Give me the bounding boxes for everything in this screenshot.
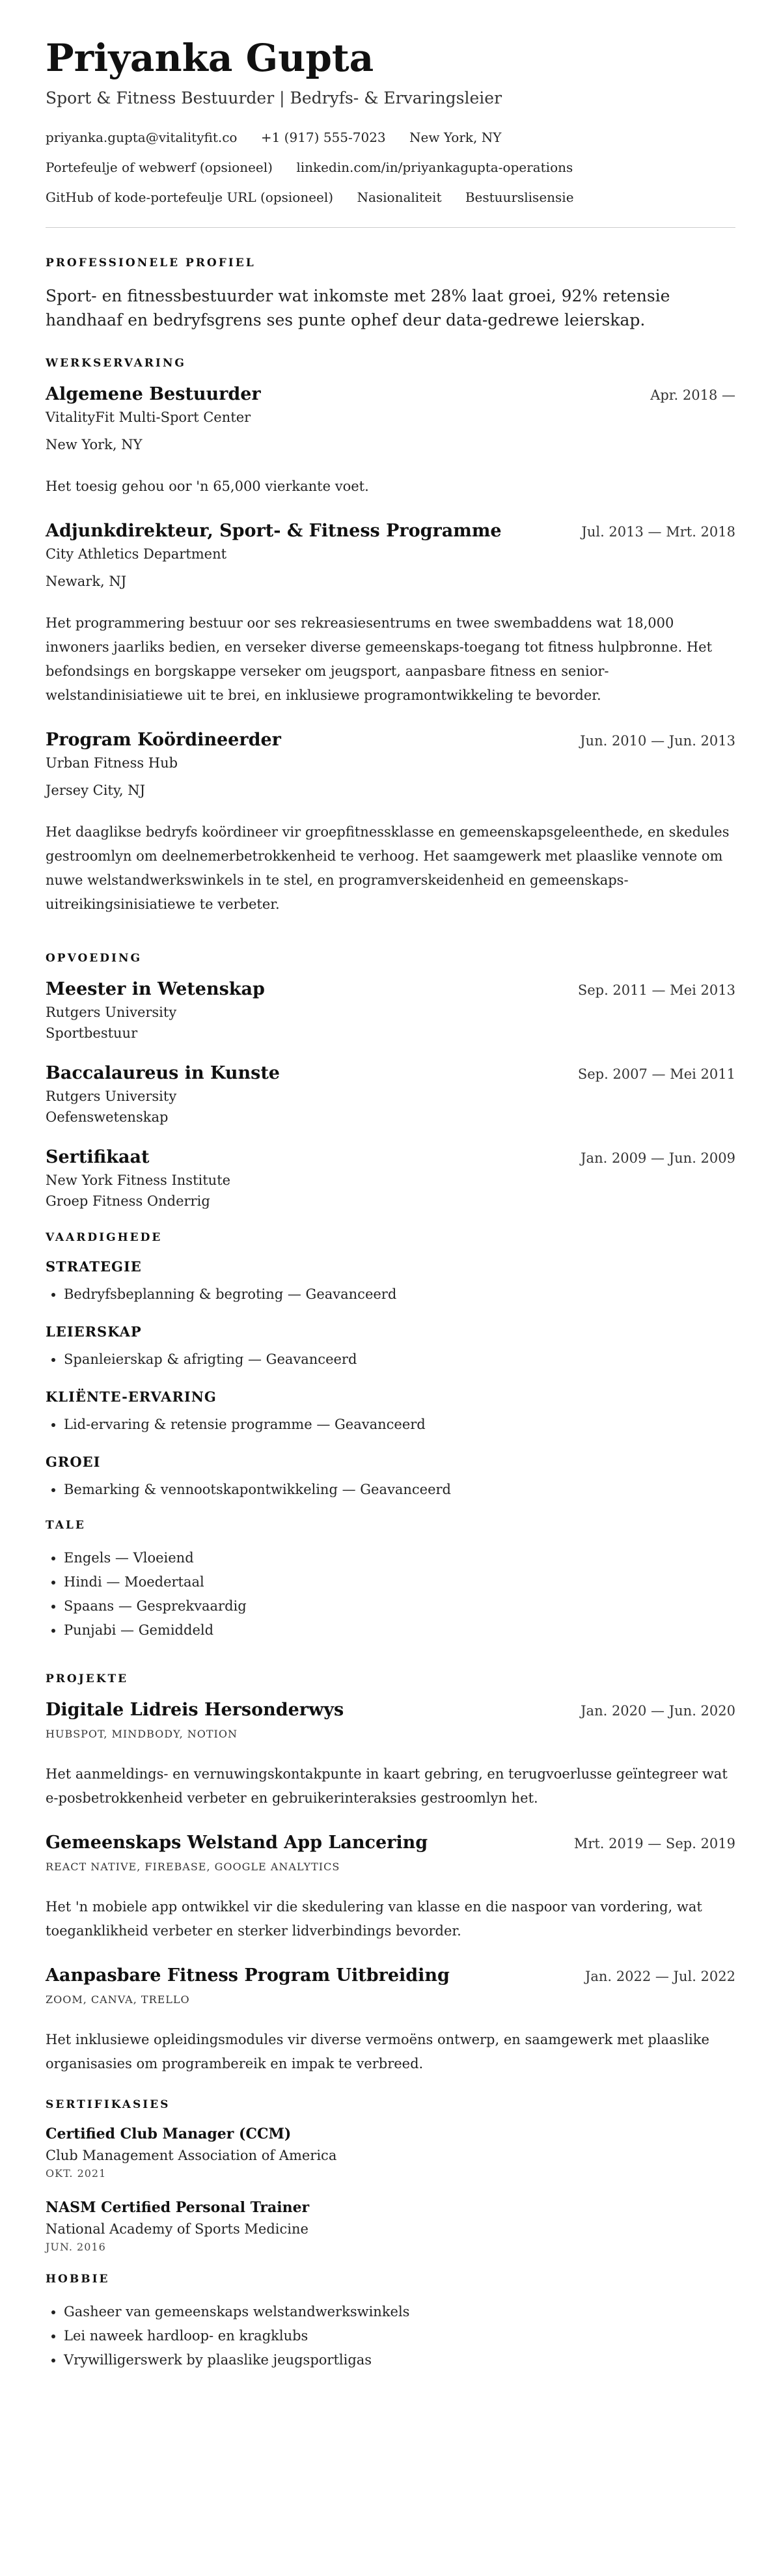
school-name: New York Fitness Institute [46, 1172, 231, 1188]
degree-title: Baccalaureus in Kunste [46, 1062, 280, 1083]
drivers-license-text: Bestuurslisensie [465, 189, 574, 205]
language-item: • Engels — Vloeiend [64, 1546, 735, 1570]
certification-issuer: Club Management Association of America [46, 2147, 337, 2163]
employer-name: VitalityFit Multi-Sport Center [46, 409, 251, 425]
field-of-study: Oefenswetenskap [46, 1109, 169, 1125]
language-item: • Punjabi — Gemiddeld [64, 1618, 735, 1642]
certification-name: NASM Certified Personal Trainer [46, 2198, 310, 2216]
experience-entry [46, 384, 735, 499]
skill-category: GROEI [46, 1453, 101, 1470]
certification-issuer: National Academy of Sports Medicine [46, 2221, 308, 2237]
skill-category: KLIËNTE-ERVARING [46, 1388, 217, 1405]
language-item: • Spaans — Gesprekvaardig [64, 1594, 735, 1618]
project-description: Het aanmeldings- en vernuwingskontakpunte in kaart gebring, en terugvoerlusse geïntegreer wat e-posbetrokkenheid verbeter en gebruikerinteraksies gestroomlyn het. [46, 1766, 728, 1806]
section-title-languages: TALE [46, 1518, 86, 1532]
project-description: Het 'n mobiele app ontwikkel vir die skedulering van klasse en die naspoor van vordering, wat toeganklikheid verbeter en sterker lidverbindings bevorder. [46, 1898, 702, 1939]
hobby-item: • Gasheer van gemeenskaps welstandwerkswinkels [64, 2300, 735, 2324]
project-tech: ZOOM, CANVA, TRELLO [46, 1993, 190, 2006]
section-title-experience: WERKSERVARING [46, 356, 186, 370]
job-title: Algemene Bestuurder [46, 383, 261, 404]
section-title-projects: PROJEKTE [46, 1672, 129, 1685]
school-name: Rutgers University [46, 1004, 177, 1020]
portfolio-link[interactable]: Portefeulje of webwerf (opsioneel) [46, 159, 273, 175]
education-entry [46, 1063, 735, 1125]
section-title-profile: PROFESSIONELE PROFIEL [46, 256, 256, 270]
skill-list [46, 1478, 735, 1502]
skill-item: • Spanleierskap & afrigting — Geavanceerd [64, 1348, 735, 1372]
contact-row [46, 189, 735, 205]
project-description: Het inklusiewe opleidingsmodules vir diverse vermoëns ontwerp, en saamgewerk met plaaslike organisasies om programbereik en impak te verbreed. [46, 2031, 709, 2071]
section-title-education: OPVOEDING [46, 951, 143, 965]
project-tech: REACT NATIVE, FIREBASE, GOOGLE ANALYTICS [46, 1860, 340, 1873]
job-description: Het programmering bestuur oor ses rekreasiesentrums en twee swembaddens wat 18,000 inwoners jaarliks bedien, en verseker diverse gemeenskaps-toegang tot fitness hulpbronne. Het befondsings en borgskappe verseker om jeugsport, aanpasbare fitness en senior-welstandinisiatiewe uit te brei, en inklusiewe programontwikkeling te bevorder. [46, 615, 713, 703]
location-text: New York, NY [409, 129, 502, 145]
job-location: New York, NY [46, 436, 143, 452]
skill-list [46, 1413, 735, 1437]
skill-item: • Lid-ervaring & retensie programme — Geavanceerd [64, 1413, 735, 1437]
education-entry [46, 1147, 735, 1209]
skill-category: LEIERSKAP [46, 1323, 142, 1340]
job-description: Het toesig gehou oor 'n 65,000 vierkante voet. [46, 478, 369, 494]
skill-category: STRATEGIE [46, 1258, 142, 1275]
profile-summary: Sport- en fitnessbestuurder wat inkomste met 28% laat groei, 92% retensie handhaaf en bedryfsgrens ses punte ophef deur data-gedrewe leierskap. [46, 286, 670, 329]
candidate-headline: Sport & Fitness Bestuurder | Bedryfs- & Ervaringsleier [46, 88, 502, 107]
email-link[interactable]: priyanka.gupta@vitalityfit.co [46, 129, 238, 145]
education-date: Sep. 2007 — Mei 2011 [577, 1066, 735, 1082]
project-date: Jan. 2022 — Jul. 2022 [584, 1968, 735, 1984]
experience-entry [46, 730, 735, 917]
section-title-skills: VAARDIGHEDE [46, 1230, 163, 1244]
project-entry [46, 1700, 735, 1810]
project-entry [46, 1965, 735, 2076]
field-of-study: Groep Fitness Onderrig [46, 1193, 210, 1209]
contact-row [46, 130, 735, 145]
certification-entry [46, 2126, 735, 2180]
job-title: Program Koördineerder [46, 729, 281, 750]
degree-title: Meester in Wetenskap [46, 978, 265, 999]
job-date: Apr. 2018 — [650, 387, 735, 403]
language-list [46, 1546, 735, 1642]
certification-date: JUN. 2016 [46, 2240, 106, 2253]
job-date: Jul. 2013 — Mrt. 2018 [581, 523, 735, 540]
project-tech: HUBSPOT, MINDBODY, NOTION [46, 1727, 238, 1740]
degree-title: Sertifikaat [46, 1146, 150, 1167]
experience-entry [46, 521, 735, 708]
education-entry [46, 979, 735, 1041]
hobby-item: • Lei naweek hardloop- en kragklubs [64, 2324, 735, 2348]
field-of-study: Sportbestuur [46, 1025, 138, 1041]
section-title-certifications: SERTIFIKASIES [46, 2098, 171, 2111]
project-date: Jan. 2020 — Jun. 2020 [581, 1702, 735, 1719]
project-date: Mrt. 2019 — Sep. 2019 [573, 1835, 735, 1851]
job-title: Adjunkdirekteur, Sport- & Fitness Programme [46, 520, 502, 541]
skill-item: • Bemarking & vennootskapontwikkeling — Geavanceerd [64, 1478, 735, 1502]
skill-item: • Bedryfsbeplanning & begroting — Geavanceerd [64, 1282, 735, 1307]
contact-row [46, 159, 735, 175]
job-date: Jun. 2010 — Jun. 2013 [580, 732, 735, 749]
employer-name: City Athletics Department [46, 546, 227, 562]
project-entry [46, 1833, 735, 1943]
project-name: Aanpasbare Fitness Program Uitbreiding [46, 1965, 450, 1986]
skill-list [46, 1348, 735, 1372]
hobby-list [46, 2300, 735, 2372]
education-date: Sep. 2011 — Mei 2013 [577, 982, 735, 998]
certification-name: Certified Club Manager (CCM) [46, 2125, 292, 2142]
linkedin-link[interactable]: linkedin.com/in/priyankagupta-operations [296, 159, 573, 175]
skill-list [46, 1282, 735, 1307]
job-description: Het daaglikse bedryfs koördineer vir groepfitnessklasse en gemeenskapsgeleenthede, en skedules gestroomlyn om deelnemerbetrokkenheid te verhoog. Het saamgewerk met plaaslike vennote om nuwe welstandwerkswinkels in te stel, en programverskeidenheid en gemeenskaps-uitreikingsinisiatiewe te verbeter. [46, 824, 730, 912]
education-date: Jan. 2009 — Jun. 2009 [581, 1150, 735, 1166]
employer-name: Urban Fitness Hub [46, 755, 178, 771]
phone-number: +1 (917) 555-7023 [260, 129, 386, 145]
school-name: Rutgers University [46, 1088, 177, 1104]
language-item: • Hindi — Moedertaal [64, 1570, 735, 1594]
project-name: Gemeenskaps Welstand App Lancering [46, 1832, 428, 1853]
job-location: Jersey City, NJ [46, 782, 146, 798]
github-link[interactable]: GitHub of kode-portefeulje URL (opsioneel) [46, 189, 334, 205]
certification-entry [46, 2199, 735, 2253]
section-title-hobbies: HOBBIE [46, 2272, 110, 2286]
candidate-name: Priyanka Gupta [46, 36, 374, 80]
job-location: Newark, NJ [46, 573, 127, 589]
project-name: Digitale Lidreis Hersonderwys [46, 1699, 344, 1720]
hobby-item: • Vrywilligerswerk by plaaslike jeugsportligas [64, 2348, 735, 2372]
header-divider [46, 227, 735, 228]
certification-date: OKT. 2021 [46, 2167, 107, 2180]
nationality-text: Nasionaliteit [357, 189, 442, 205]
